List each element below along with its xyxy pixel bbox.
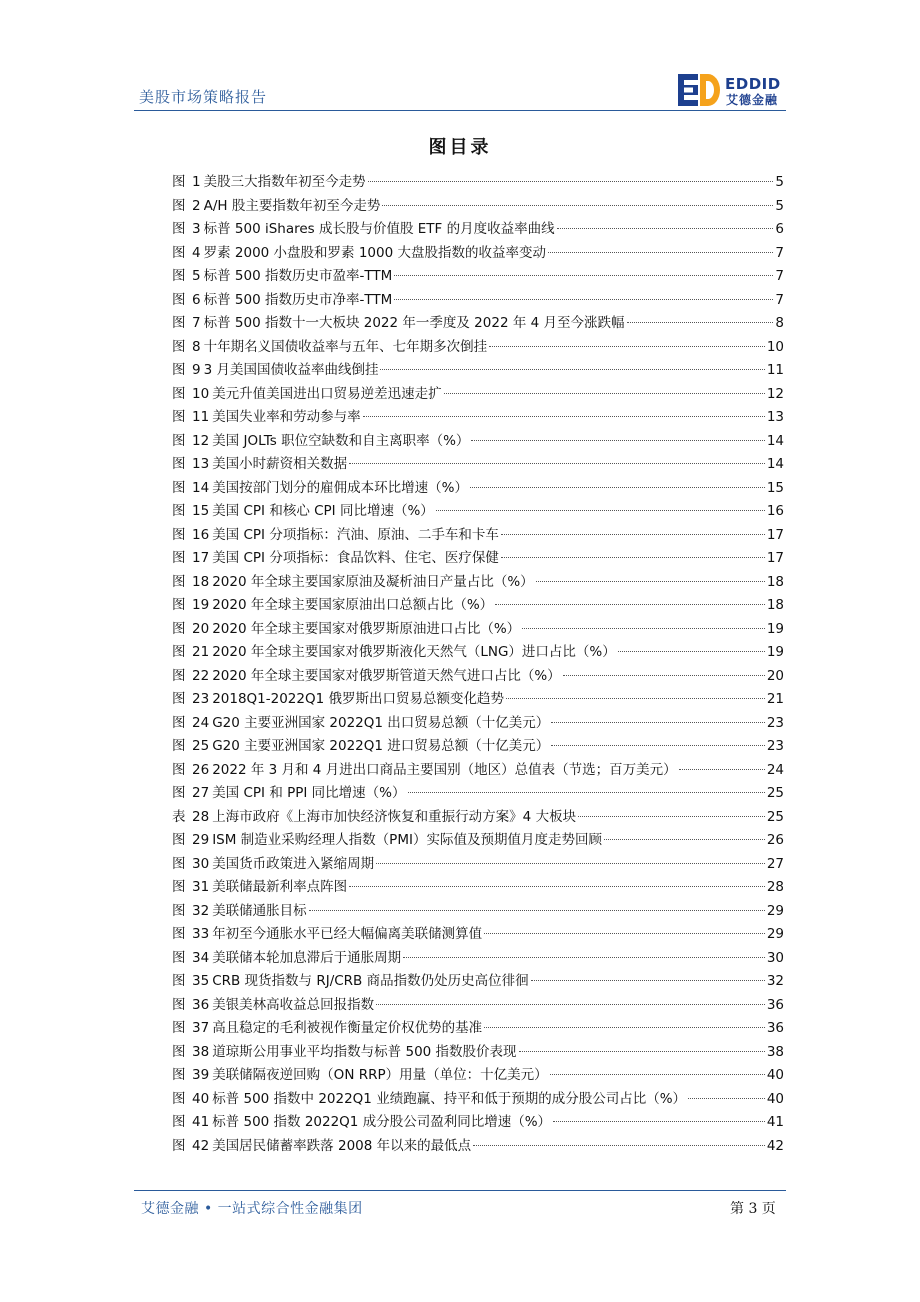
toc-entry-title[interactable]: 美国按部门划分的雇佣成本环比增速（%） bbox=[212, 479, 469, 496]
toc-entry[interactable] bbox=[172, 875, 784, 899]
toc-entry-type: 图 bbox=[172, 785, 186, 801]
toc-entry-page[interactable]: 6 bbox=[775, 221, 784, 237]
toc-entry-type: 图 bbox=[172, 902, 186, 919]
toc-entry-page[interactable]: 27 bbox=[766, 855, 784, 872]
toc-entry-number: 11 bbox=[192, 409, 210, 425]
eddid-logo-mark-icon bbox=[678, 74, 720, 106]
toc-entry-type: 图 bbox=[172, 644, 186, 660]
toc-entry-number: 9 bbox=[192, 362, 201, 378]
toc-entry[interactable] bbox=[172, 570, 784, 594]
toc-entry-number: 24 bbox=[192, 714, 210, 731]
toc-entry[interactable] bbox=[172, 969, 784, 993]
toc-dot-leader bbox=[557, 228, 774, 229]
footer-company-slogan: 艾德金融 • 一站式综合性金融集团 bbox=[141, 1201, 363, 1217]
toc-entry[interactable] bbox=[172, 852, 784, 876]
toc-entry-title[interactable]: G20 主要亚洲国家 2022Q1 出口贸易总额（十亿美元） bbox=[212, 714, 550, 731]
toc-entry-page[interactable]: 14 bbox=[766, 456, 784, 472]
toc-entry-page[interactable]: 40 bbox=[766, 1067, 784, 1083]
toc-dot-leader bbox=[368, 181, 774, 182]
toc-entry-title[interactable]: 美国货币政策进入紧缩周期 bbox=[212, 855, 375, 872]
toc-entry-type: 图 bbox=[172, 855, 186, 872]
toc-entry-number: 40 bbox=[192, 1090, 210, 1107]
toc-entry[interactable] bbox=[172, 217, 784, 241]
toc-entry-number: 13 bbox=[192, 456, 210, 472]
toc-entry-number: 19 bbox=[192, 597, 210, 613]
toc-entry[interactable] bbox=[172, 429, 784, 453]
toc-dot-leader bbox=[363, 416, 765, 417]
toc-entry[interactable] bbox=[172, 523, 784, 547]
toc-entry-title[interactable]: 美国 JOLTs 职位空缺数和自主离职率（%） bbox=[212, 432, 470, 449]
toc-entry[interactable] bbox=[172, 194, 784, 218]
toc-entry-page[interactable]: 7 bbox=[775, 244, 784, 261]
toc-entry-title[interactable]: 2020 年全球主要国家原油及凝析油日产量占比（%） bbox=[212, 573, 534, 590]
toc-entry-page[interactable]: 5 bbox=[775, 174, 784, 190]
toc-dot-leader bbox=[380, 369, 764, 370]
toc-entry-number: 4 bbox=[192, 244, 201, 261]
toc-heading: 图目录 bbox=[428, 137, 492, 158]
toc-entry-type: 图 bbox=[172, 1090, 186, 1107]
toc-entry-number: 39 bbox=[192, 1067, 210, 1083]
toc-dot-leader bbox=[550, 1074, 765, 1075]
toc-entry-page[interactable]: 13 bbox=[766, 409, 784, 425]
toc-entry[interactable] bbox=[172, 899, 784, 923]
toc-dot-leader bbox=[604, 839, 765, 840]
toc-entry-page[interactable]: 17 bbox=[766, 550, 784, 566]
toc-entry-page[interactable]: 40 bbox=[766, 1090, 784, 1107]
toc-dot-leader bbox=[618, 651, 765, 652]
toc-entry-title[interactable]: 标普 500 指数十一大板块 2022 年一季度及 2022 年 4 月至今涨跌幅 bbox=[203, 315, 625, 331]
toc-entry-title[interactable]: ISM 制造业采购经理人指数（PMI）实际值及预期值月度走势回顾 bbox=[212, 832, 602, 848]
toc-dot-leader bbox=[376, 1004, 765, 1005]
toc-dot-leader bbox=[489, 346, 765, 347]
toc-entry-number: 1 bbox=[192, 174, 201, 190]
toc-dot-leader bbox=[551, 722, 765, 723]
toc-dot-leader bbox=[627, 322, 774, 323]
toc-dot-leader bbox=[553, 1121, 765, 1122]
toc-entry-title[interactable]: 美国居民储蓄率跌落 2008 年以来的最低点 bbox=[212, 1137, 472, 1154]
toc-entry-title[interactable]: CRB 现货指数与 RJ/CRB 商品指数仍处历史高位徘徊 bbox=[212, 973, 529, 989]
toc-dot-leader bbox=[679, 769, 765, 770]
toc-entry[interactable] bbox=[172, 758, 784, 782]
toc-entry-page[interactable]: 38 bbox=[766, 1043, 784, 1060]
toc-entry-type: 图 bbox=[172, 244, 186, 261]
toc-entry[interactable] bbox=[172, 711, 784, 735]
toc-entry-number: 32 bbox=[192, 902, 210, 919]
toc-entry-page[interactable]: 15 bbox=[766, 479, 784, 496]
toc-entry-number: 26 bbox=[192, 761, 210, 778]
toc-entry[interactable] bbox=[172, 1087, 784, 1111]
toc-dot-leader bbox=[551, 745, 765, 746]
toc-entry-page[interactable]: 21 bbox=[766, 691, 784, 707]
toc-entry-type: 图 bbox=[172, 550, 186, 566]
toc-entry-number: 20 bbox=[192, 620, 210, 637]
toc-entry-title[interactable]: 美联储本轮加息滞后于通胀周期 bbox=[212, 949, 402, 966]
toc-entry-page[interactable]: 23 bbox=[766, 714, 784, 731]
toc-entry-title[interactable]: 美国 CPI 分项指标：食品饮料、住宅、医疗保健 bbox=[212, 550, 499, 566]
toc-entry-type: 图 bbox=[172, 973, 186, 989]
toc-entry-title[interactable]: 美元升值美国进出口贸易逆差迅速走扩 bbox=[212, 385, 442, 402]
toc-dot-leader bbox=[484, 1027, 765, 1028]
toc-entry-type: 图 bbox=[172, 879, 186, 895]
toc-entry[interactable] bbox=[172, 335, 784, 359]
toc-entry-number: 8 bbox=[192, 338, 201, 355]
toc-dot-leader bbox=[394, 299, 773, 300]
toc-dot-leader bbox=[309, 910, 765, 911]
toc-entry-type: 图 bbox=[172, 291, 186, 308]
header-divider bbox=[134, 110, 786, 111]
toc-entry-page[interactable]: 25 bbox=[766, 785, 784, 801]
toc-entry-type: 图 bbox=[172, 338, 186, 355]
toc-entry-type: 图 bbox=[172, 1137, 186, 1154]
toc-entry-type: 图 bbox=[172, 268, 186, 284]
toc-entry-number: 15 bbox=[192, 503, 210, 519]
toc-entry-title[interactable]: 美联储最新利率点阵图 bbox=[212, 879, 348, 895]
toc-entry-page[interactable]: 18 bbox=[766, 597, 784, 613]
toc-entry-type: 图 bbox=[172, 832, 186, 848]
toc-entry-page[interactable]: 29 bbox=[766, 902, 784, 919]
toc-entry-title[interactable]: G20 主要亚洲国家 2022Q1 进口贸易总额（十亿美元） bbox=[212, 738, 550, 754]
toc-dot-leader bbox=[548, 252, 773, 253]
toc-entry-type: 图 bbox=[172, 1020, 186, 1036]
footer-divider bbox=[134, 1190, 786, 1191]
toc-entry-type: 图 bbox=[172, 526, 186, 543]
toc-entry-title[interactable]: 标普 500 iShares 成长股与价值股 ETF 的月度收益率曲线 bbox=[203, 221, 555, 237]
toc-entry-title[interactable]: 十年期名义国债收益率与五年、七年期多次倒挂 bbox=[203, 338, 488, 355]
toc-entry-title[interactable]: 道琼斯公用事业平均指数与标普 500 指数股价表现 bbox=[212, 1043, 517, 1060]
toc-entry-title[interactable]: 2020 年全球主要国家对俄罗斯原油进口占比（%） bbox=[212, 620, 521, 637]
toc-entry-number: 33 bbox=[192, 926, 210, 942]
toc-dot-leader bbox=[444, 393, 765, 394]
toc-dot-leader bbox=[501, 534, 765, 535]
toc-entry[interactable] bbox=[172, 1063, 784, 1087]
toc-entry-title[interactable]: 3 月美国国债收益率曲线倒挂 bbox=[203, 362, 379, 378]
toc-entry-page[interactable]: 29 bbox=[766, 926, 784, 942]
toc-entry-number: 31 bbox=[192, 879, 210, 895]
toc-entry[interactable] bbox=[172, 946, 784, 970]
toc-entry-type: 图 bbox=[172, 456, 186, 472]
toc-entry[interactable] bbox=[172, 476, 784, 500]
toc-entry-page[interactable]: 41 bbox=[766, 1114, 784, 1130]
toc-entry[interactable] bbox=[172, 170, 784, 194]
toc-entry-page[interactable]: 32 bbox=[766, 973, 784, 989]
toc-entry-type: 图 bbox=[172, 714, 186, 731]
toc-entry-page[interactable]: 19 bbox=[766, 644, 784, 660]
toc-entry-number: 29 bbox=[192, 832, 210, 848]
toc-entry[interactable] bbox=[172, 1016, 784, 1040]
toc-entry[interactable] bbox=[172, 828, 784, 852]
toc-entry-title[interactable]: 美国失业率和劳动参与率 bbox=[212, 409, 361, 425]
toc-entry-title[interactable]: 美国 CPI 和 PPI 同比增速（%） bbox=[212, 785, 406, 801]
toc-entry-number: 18 bbox=[192, 573, 210, 590]
toc-entry-type: 图 bbox=[172, 949, 186, 966]
toc-entry-type: 图 bbox=[172, 691, 186, 707]
toc-dot-leader bbox=[376, 863, 765, 864]
toc-dot-leader bbox=[394, 275, 773, 276]
toc-entry[interactable] bbox=[172, 546, 784, 570]
toc-entry-type: 图 bbox=[172, 174, 186, 190]
toc-entry-page[interactable]: 23 bbox=[766, 738, 784, 754]
toc-entry-title[interactable]: A/H 股主要指数年初至今走势 bbox=[203, 197, 381, 214]
toc-entry-number: 28 bbox=[192, 808, 210, 825]
toc-entry[interactable] bbox=[172, 382, 784, 406]
toc-entry-type: 图 bbox=[172, 197, 186, 214]
toc-dot-leader bbox=[484, 933, 765, 934]
toc-entry-title[interactable]: 2020 年全球主要国家对俄罗斯液化天然气（LNG）进口占比（%） bbox=[212, 644, 616, 660]
toc-entry-page[interactable]: 30 bbox=[766, 949, 784, 966]
toc-entry[interactable] bbox=[172, 311, 784, 335]
toc-dot-leader bbox=[436, 510, 765, 511]
report-title: 美股市场策略报告 bbox=[139, 88, 268, 106]
toc-entry-page[interactable]: 36 bbox=[766, 996, 784, 1013]
toc-entry-title[interactable]: 美国 CPI 分项指标：汽油、原油、二手车和卡车 bbox=[212, 526, 499, 543]
toc-entry[interactable] bbox=[172, 1134, 784, 1158]
toc-dot-leader bbox=[688, 1098, 765, 1099]
toc-entry[interactable] bbox=[172, 264, 784, 288]
toc-entry-type: 表 bbox=[172, 808, 186, 825]
toc-entry[interactable] bbox=[172, 405, 784, 429]
toc-entry-type: 图 bbox=[172, 432, 186, 449]
toc-entry-number: 22 bbox=[192, 667, 210, 684]
toc-entry-type: 图 bbox=[172, 409, 186, 425]
toc-entry-number: 30 bbox=[192, 855, 210, 872]
toc-entry[interactable] bbox=[172, 499, 784, 523]
toc-entry-page[interactable]: 5 bbox=[775, 197, 784, 214]
toc-entry-type: 图 bbox=[172, 503, 186, 519]
toc-entry[interactable] bbox=[172, 687, 784, 711]
toc-entry-type: 图 bbox=[172, 926, 186, 942]
toc-entry-title[interactable]: 美国 CPI 和核心 CPI 同比增速（%） bbox=[212, 503, 434, 519]
toc-dot-leader bbox=[471, 440, 764, 441]
toc-entry-number: 5 bbox=[192, 268, 201, 284]
toc-entry-title[interactable]: 2020 年全球主要国家对俄罗斯管道天然气进口占比（%） bbox=[212, 667, 561, 684]
toc-dot-leader bbox=[522, 628, 765, 629]
toc-entry-title[interactable]: 美联储通胀目标 bbox=[212, 902, 307, 919]
toc-dot-leader bbox=[349, 886, 765, 887]
toc-entry[interactable] bbox=[172, 922, 784, 946]
toc-entry-page[interactable]: 20 bbox=[766, 667, 784, 684]
toc-entry-title[interactable]: 标普 500 指数中 2022Q1 业绩跑赢、持平和低于预期的成分股公司占比（%） bbox=[212, 1090, 687, 1107]
toc-dot-leader bbox=[563, 675, 765, 676]
toc-entry-page[interactable]: 7 bbox=[775, 268, 784, 284]
toc-dot-leader bbox=[519, 1051, 765, 1052]
toc-dot-leader bbox=[470, 487, 765, 488]
toc-entry[interactable] bbox=[172, 593, 784, 617]
toc-entry[interactable] bbox=[172, 734, 784, 758]
toc-dot-leader bbox=[506, 698, 765, 699]
toc-dot-leader bbox=[501, 557, 765, 558]
toc-entry-page[interactable]: 19 bbox=[766, 620, 784, 637]
toc-entry-page[interactable]: 17 bbox=[766, 526, 784, 543]
toc-entry[interactable] bbox=[172, 993, 784, 1017]
figure-toc-list bbox=[172, 170, 784, 1157]
toc-entry-type: 图 bbox=[172, 1114, 186, 1130]
toc-entry-title[interactable]: 2018Q1-2022Q1 俄罗斯出口贸易总额变化趋势 bbox=[212, 691, 504, 707]
toc-entry-type: 图 bbox=[172, 479, 186, 496]
toc-entry-number: 16 bbox=[192, 526, 210, 543]
toc-entry-type: 图 bbox=[172, 667, 186, 684]
toc-entry-number: 14 bbox=[192, 479, 210, 496]
toc-entry-page[interactable]: 8 bbox=[775, 315, 784, 331]
toc-entry[interactable] bbox=[172, 241, 784, 265]
toc-entry[interactable] bbox=[172, 640, 784, 664]
toc-dot-leader bbox=[403, 957, 765, 958]
toc-entry-page[interactable]: 42 bbox=[766, 1137, 784, 1154]
toc-entry-number: 7 bbox=[192, 315, 201, 331]
toc-entry-page[interactable]: 25 bbox=[766, 808, 784, 825]
toc-dot-leader bbox=[578, 816, 765, 817]
toc-entry-title[interactable]: 2020 年全球主要国家原油出口总额占比（%） bbox=[212, 597, 494, 613]
toc-entry-number: 10 bbox=[192, 385, 210, 402]
toc-entry-type: 图 bbox=[172, 573, 186, 590]
toc-entry-title[interactable]: 2022 年 3 月和 4 月进出口商品主要国别（地区）总值表（节选；百万美元） bbox=[212, 761, 677, 778]
toc-entry-type: 图 bbox=[172, 761, 186, 778]
toc-dot-leader bbox=[408, 792, 765, 793]
toc-entry-page[interactable]: 18 bbox=[766, 573, 784, 590]
toc-dot-leader bbox=[349, 463, 765, 464]
toc-entry[interactable] bbox=[172, 1040, 784, 1064]
toc-entry-title[interactable]: 年初至今通胀水平已经大幅偏离美联储测算值 bbox=[212, 926, 483, 942]
toc-entry-type: 图 bbox=[172, 362, 186, 378]
toc-entry-type: 图 bbox=[172, 996, 186, 1013]
toc-entry[interactable] bbox=[172, 358, 784, 382]
toc-entry-number: 34 bbox=[192, 949, 210, 966]
toc-entry-title[interactable]: 标普 500 指数 2022Q1 成分股公司盈利同比增速（%） bbox=[212, 1114, 552, 1130]
toc-entry-type: 图 bbox=[172, 738, 186, 754]
toc-entry-number: 36 bbox=[192, 996, 210, 1013]
toc-entry-type: 图 bbox=[172, 1067, 186, 1083]
toc-entry-number: 3 bbox=[192, 221, 201, 237]
toc-entry-number: 21 bbox=[192, 644, 210, 660]
toc-entry-number: 17 bbox=[192, 550, 210, 566]
toc-dot-leader bbox=[382, 205, 773, 206]
eddid-logo bbox=[678, 74, 788, 108]
toc-entry-page[interactable]: 11 bbox=[766, 362, 784, 378]
toc-entry-title[interactable]: 罗素 2000 小盘股和罗素 1000 大盘股指数的收益率变动 bbox=[203, 244, 546, 261]
toc-entry-number: 41 bbox=[192, 1114, 210, 1130]
toc-entry-number: 27 bbox=[192, 785, 210, 801]
toc-entry-title[interactable]: 标普 500 指数历史市净率-TTM bbox=[203, 291, 393, 308]
page-number: 第 3 页 bbox=[730, 1201, 776, 1217]
toc-entry-page[interactable]: 14 bbox=[766, 432, 784, 449]
toc-entry[interactable] bbox=[172, 781, 784, 805]
toc-entry-number: 35 bbox=[192, 973, 210, 989]
toc-dot-leader bbox=[495, 604, 765, 605]
logo-chinese-name: 艾德金融 bbox=[726, 93, 779, 107]
toc-entry-number: 38 bbox=[192, 1043, 210, 1060]
toc-dot-leader bbox=[531, 980, 765, 981]
toc-entry-type: 图 bbox=[172, 385, 186, 402]
toc-dot-leader bbox=[473, 1145, 765, 1146]
toc-entry-page[interactable]: 7 bbox=[775, 291, 784, 308]
toc-entry-title[interactable]: 高且稳定的毛利被视作衡量定价权优势的基准 bbox=[212, 1020, 483, 1036]
toc-entry-title[interactable]: 美股三大指数年初至今走势 bbox=[203, 174, 366, 190]
toc-entry-page[interactable]: 24 bbox=[766, 761, 784, 778]
toc-entry-title[interactable]: 标普 500 指数历史市盈率-TTM bbox=[203, 268, 393, 284]
toc-dot-leader bbox=[536, 581, 765, 582]
toc-entry-type: 图 bbox=[172, 1043, 186, 1060]
toc-entry-number: 42 bbox=[192, 1137, 210, 1154]
toc-entry-page[interactable]: 28 bbox=[766, 879, 784, 895]
toc-entry[interactable] bbox=[172, 452, 784, 476]
toc-entry-type: 图 bbox=[172, 315, 186, 331]
logo-wordmark: EDDID bbox=[725, 75, 781, 93]
toc-entry-type: 图 bbox=[172, 620, 186, 637]
toc-entry-title[interactable]: 美联储隔夜逆回购（ON RRP）用量（单位：十亿美元） bbox=[212, 1067, 548, 1083]
toc-entry-number: 2 bbox=[192, 197, 201, 214]
toc-entry[interactable] bbox=[172, 1110, 784, 1134]
toc-entry-title[interactable]: 美银美林高收益总回报指数 bbox=[212, 996, 375, 1013]
toc-entry-number: 37 bbox=[192, 1020, 210, 1036]
toc-entry[interactable] bbox=[172, 805, 784, 829]
toc-entry-number: 25 bbox=[192, 738, 210, 754]
toc-entry[interactable] bbox=[172, 288, 784, 312]
toc-entry-title[interactable]: 上海市政府《上海市加快经济恢复和重振行动方案》4 大板块 bbox=[212, 808, 577, 825]
toc-entry-title[interactable]: 美国小时薪资相关数据 bbox=[212, 456, 348, 472]
toc-entry-page[interactable]: 36 bbox=[766, 1020, 784, 1036]
toc-entry-type: 图 bbox=[172, 597, 186, 613]
toc-entry-page[interactable]: 26 bbox=[766, 832, 784, 848]
toc-entry-number: 6 bbox=[192, 291, 201, 308]
toc-entry[interactable] bbox=[172, 664, 784, 688]
toc-entry-type: 图 bbox=[172, 221, 186, 237]
toc-entry-number: 23 bbox=[192, 691, 210, 707]
toc-entry-number: 12 bbox=[192, 432, 210, 449]
toc-entry-page[interactable]: 16 bbox=[766, 503, 784, 519]
toc-entry-page[interactable]: 12 bbox=[766, 385, 784, 402]
toc-entry[interactable] bbox=[172, 617, 784, 641]
toc-entry-page[interactable]: 10 bbox=[766, 338, 784, 355]
